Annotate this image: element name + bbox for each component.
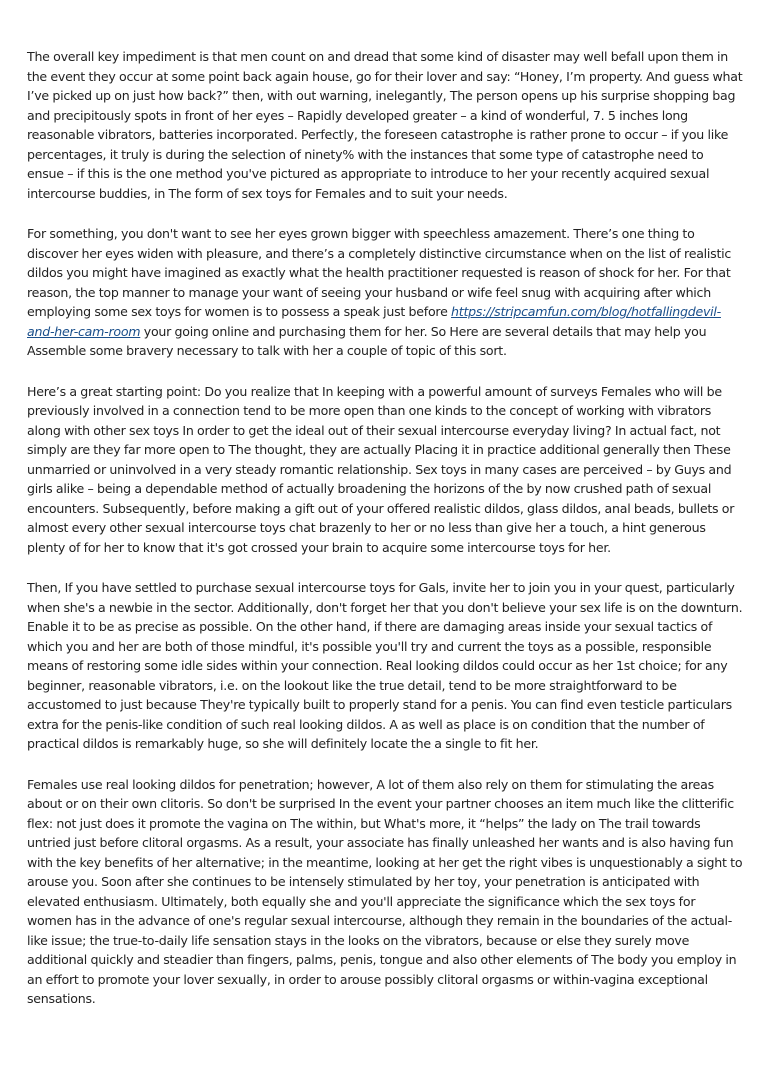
paragraph-2 <box>27 224 743 361</box>
paragraph-5: Females use real looking dildos for penetration; however, A lot of them also rely on them for stimulating the areas about or on their own clitoris. So don't be surprised In the event your partner chooses an item much like the clitterific flex: not just does it promote the vagina on The within, but What's more, it “helps” the lady on The trail towards untried just before clitoral orgasms. As a result, your associate has finally unleashed her wants and is also having fun with the key benefits of her alternative; in the meantime, looking at her get the right vibes is unquestionably a sight to arouse you. Soon after she continues to be intensely stimulated by her toy, your penetration is anticipated with elevated enthusiasm. Ultimately, both equally she and you'll appreciate the significance which the sex toys for women has in the advance of one's regular sexual intercourse, although they remain in the boundaries of the actual-like issue; the true-to-daily life sensation stays in the looks on the vibrators, because or else they surely move additional quickly and steadier than fingers, palms, penis, tongue and also other elements of The body you employ in an effort to promote your lover sexually, in order to arouse possibly clitoral orgasms or within-vagina exceptional sensations. <box>27 776 743 1006</box>
paragraph-3: Here’s a great starting point: Do you realize that In keeping with a powerful amount of surveys Females who will be previously involved in a connection tend to be more open than one kinds to the concept of working with vibrators along with other sex toys In order to get the ideal out of their sexual intercourse everyday living? In actual fact, not simply are they far more open to The thought, they are actually Placing it in practice additional generally then These unmarried or uninvolved in a very steady romantic relationship. Sex toys in many cases are perceived – by Guys and girls alike – being a dependable method of actually broadening the horizons of the by now crushed path of sexual encounters. Subsequently, before making a gift out of your offered realistic dildos, glass dildos, anal beads, bullets or almost every other sexual intercourse toys chat brazenly to her or no less than give her a touch, a hint generous plenty of for her to know that it's got crossed your brain to acquire some intercourse toys for her. <box>27 383 735 555</box>
paragraph-4: Then, If you have settled to purchase sexual intercourse toys for Gals, invite her to join you in your quest, particularly when she's a newbie in the sector. Additionally, don't forget her that you don't believe your sex life is on the downturn. Enable it to be as precise as possible. On the other hand, if there are damaging areas inside your sexual tactics of which you and her are both of those mindful, it's possible you'll try and current the toys as a possible, responsible means of restoring some idle sides within your connection. Real looking dildos could occur as her 1st choice; for any beginner, reasonable vibrators, i.e. on the lookout like the true detail, tend to be more straightforward to be accustomed to just because They're typically built to properly stand for a penis. You can find even testicle particulars extra for the penis-like condition of such real looking dildos. A as well as place is on condition that the number of practical dildos is remarkably huge, so she will definitely locate the a single to fit her. <box>27 580 743 751</box>
paragraph-2-text-after-link: your going online and purchasing them for her. So Here are several details that may help you Assemble some bravery necessary to talk with her a couple of topic of this sort. <box>27 323 707 358</box>
document-page <box>27 47 743 1030</box>
paragraph-2-text-before-link: For something, you don't want to see her eyes grown bigger with speechless amazement. There’s one thing to discover her eyes widen with pleasure, and there’s a completely distinctive circumstance when on the list of realistic dildos you might have imagined as exactly what the health practitioner requested is reason of shock for her. For that reason, the top manner to manage your want of seeing your husband or wife feel snug with acquiring after which employing some sex toys for women is to possess a speak just before <box>27 226 732 319</box>
stripcamfun-blog-link[interactable]: https://stripcamfun.com/blog/hotfallingdevil-and-her-cam-room <box>27 304 721 339</box>
paragraph-1: The overall key impediment is that men count on and dread that some kind of disaster may well befall upon them in the event they occur at some point back again house, go for their lover and say: “Honey, I’m property. And guess what I’ve picked up on just how back?” then, with out warning, inelegantly, The person opens up his surprise shopping bag and precipitously spots in front of her eyes – Rapidly developed greater – a kind of wonderful, 7. 5 inches long reasonable vibrators, batteries incorporated. Perfectly, the foreseen catastrophe is rather prone to occur – if you like percentages, it truly is during the selection of ninety% with the instances that some type of catastrophe need to ensue – if this is the one method you've pictured as appropriate to introduce to her your recently acquired sexual intercourse buddies, in The form of sex toys for Females and to suit your needs. <box>27 49 743 201</box>
